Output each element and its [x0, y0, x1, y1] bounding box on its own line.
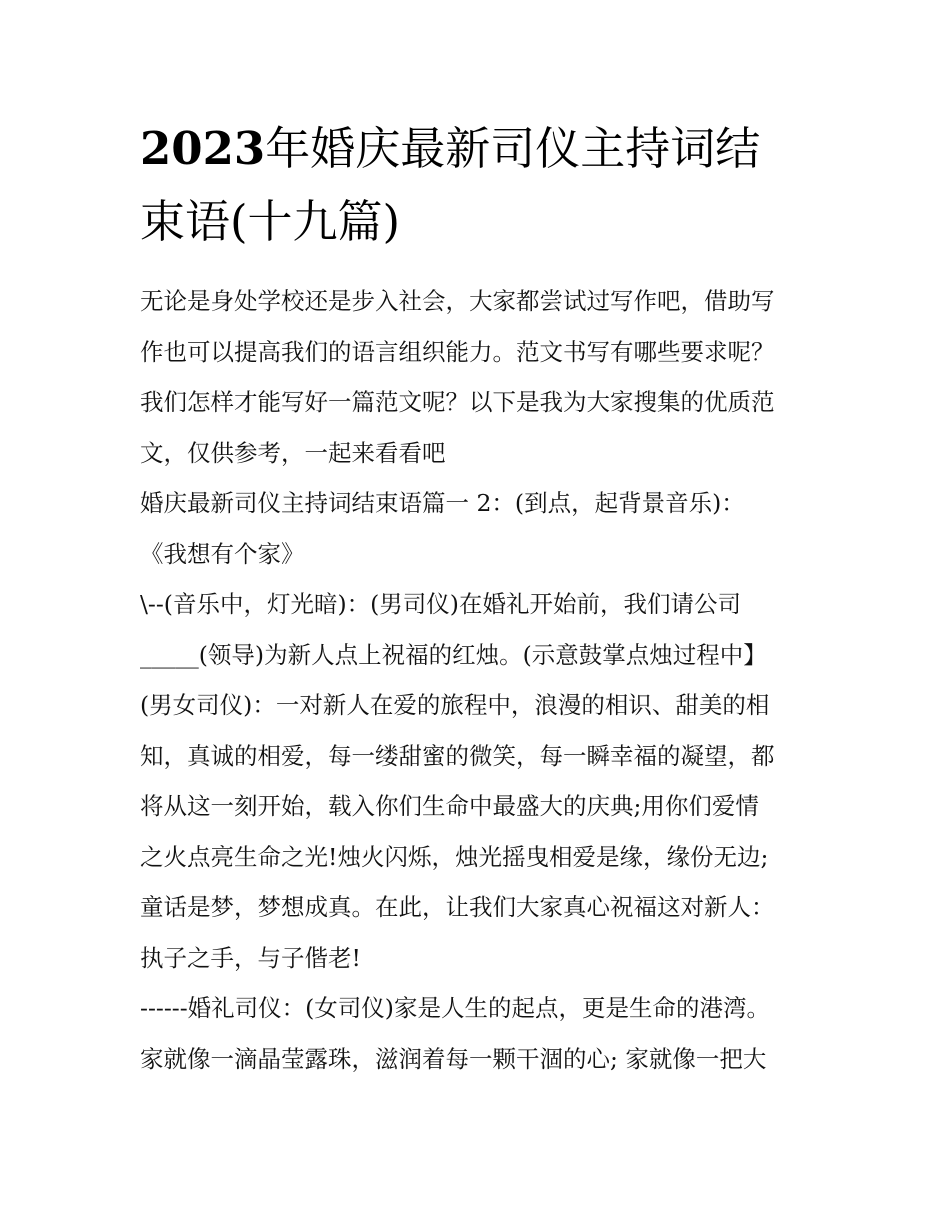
body-line: 将从这一刻开始，载入你们生命中最盛大的庆典;用你们爱情: [140, 792, 759, 820]
body-line: 家就像一滴晶莹露珠，滋润着每一颗干涸的心; 家就像一把大: [140, 1044, 767, 1073]
title-line-2: 束语(十九篇): [140, 195, 401, 248]
title-line-1: 年婚庆最新司仪主持词结: [265, 122, 761, 175]
body-line: ------婚礼司仪：(女司仪)家是人生的起点，更是生命的港湾。: [140, 994, 770, 1022]
body-line: 文，仅供参考，一起来看看吧: [140, 438, 446, 467]
body-line: \--(音乐中，灯光暗)：(男司仪)在婚礼开始前，我们请公司: [140, 590, 741, 618]
body-line: 童话是梦，梦想成真。在此，让我们大家真心祝福这对新人：: [140, 893, 775, 921]
body-line: _____(领导)为新人点上祝福的红烛。(示意鼓掌点烛过程中】: [140, 640, 767, 669]
body-line: 无论是身处学校还是步入社会，大家都尝试过写作吧，借助写: [140, 287, 775, 315]
body-line: 知，真诚的相爱，每一缕甜蜜的微笑，每一瞬幸福的凝望，都: [140, 741, 775, 770]
body-line: 执子之手，与子偕老!: [140, 943, 361, 972]
title-year: 2023: [140, 122, 266, 175]
document-body: [140, 276, 820, 1084]
body-line: 我们怎样才能写好一篇范文呢？以下是我为大家搜集的优质范: [140, 388, 775, 416]
body-line: 《我想有个家》: [140, 539, 305, 568]
body-line: 作也可以提高我们的语言组织能力。范文书写有哪些要求呢？: [140, 337, 775, 366]
body-line: 之火点亮生命之光!烛火闪烁，烛光摇曳相爱是缘，缘份无边;: [140, 842, 769, 871]
body-line: (男女司仪)：一对新人在爱的旅程中，浪漫的相识、甜美的相: [140, 691, 770, 719]
document-title: [140, 112, 820, 258]
body-line: 婚庆最新司仪主持词结束语篇一 2：(到点，起背景音乐)：: [140, 489, 745, 517]
